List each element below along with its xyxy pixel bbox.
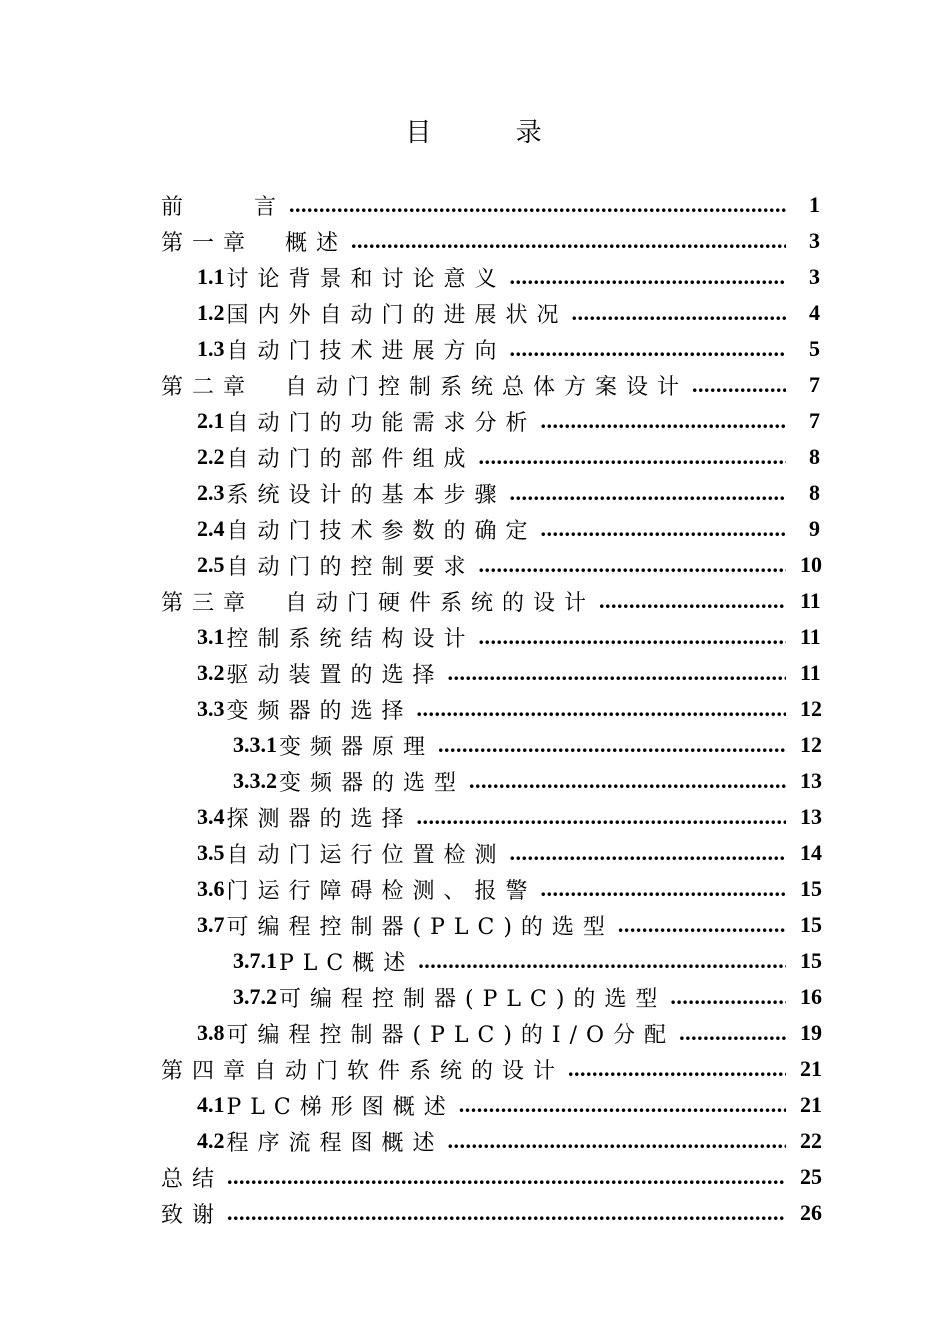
toc-entry[interactable] [0, 223, 950, 259]
toc-entry-title: 第四章自动门软件系统的设计 [161, 1058, 565, 1084]
toc-page-number: 15 [800, 876, 822, 901]
toc-page-number: 7 [809, 372, 820, 397]
toc-dot-leader [438, 734, 786, 756]
toc-entry-number: 2.2 [197, 444, 225, 469]
toc-entry-title: 第一章 概述 [161, 230, 348, 256]
toc-entry-number: 1.1 [197, 264, 225, 289]
toc-entry-title: 可编程控制器(PLC)的I/O分配 [226, 1022, 676, 1048]
toc-entry-number: 1.3 [197, 336, 225, 361]
toc-entry-number: 2.5 [197, 552, 225, 577]
toc-dot-leader [572, 302, 786, 324]
toc-dot-leader [479, 446, 786, 468]
toc-dot-leader [227, 1202, 786, 1224]
toc-dot-leader [479, 626, 786, 648]
toc-page-number: 26 [800, 1200, 822, 1225]
toc-entry[interactable] [0, 979, 950, 1015]
toc-dot-leader [599, 590, 786, 612]
toc-entry-number: 1.2 [197, 300, 225, 325]
toc-dot-leader [289, 194, 786, 216]
toc-entry[interactable] [0, 655, 950, 691]
toc-page-number: 11 [800, 624, 821, 649]
toc-entry[interactable] [0, 367, 950, 403]
toc-dot-leader [417, 806, 786, 828]
toc-entry-title: 驱动装置的选择 [226, 662, 444, 688]
toc-page-number: 8 [809, 444, 820, 469]
toc-entry[interactable] [0, 331, 950, 367]
toc-entry-number: 4.2 [197, 1128, 225, 1153]
toc-dot-leader [541, 518, 786, 540]
toc-entry[interactable] [0, 619, 950, 655]
toc-entry-title: 程序流程图概述 [226, 1130, 444, 1156]
toc-entry-title: 讨论背景和讨论意义 [226, 266, 506, 292]
toc-page-number: 9 [809, 516, 820, 541]
toc-title: 目 录 [405, 118, 580, 148]
toc-entry-title: 变频器的选择 [226, 698, 413, 724]
toc-entry[interactable] [0, 835, 950, 871]
toc-entry[interactable] [0, 511, 950, 547]
toc-entry-number: 3.5 [197, 840, 225, 865]
toc-page-number: 21 [800, 1056, 822, 1081]
toc-entry-number: 3.2 [197, 660, 225, 685]
toc-entry[interactable] [0, 439, 950, 475]
toc-entry-number: 3.3.2 [233, 768, 277, 793]
toc-entry-title: 自动门的功能需求分析 [226, 410, 537, 436]
toc-dot-leader [479, 554, 786, 576]
toc-page-number: 7 [809, 408, 820, 433]
toc-dot-leader [510, 482, 786, 504]
toc-entry[interactable] [0, 259, 950, 295]
toc-entry-title: 自动门的控制要求 [226, 554, 475, 580]
toc-entry-title: 可编程控制器(PLC)的选型 [279, 986, 667, 1012]
toc-entry-title: 自动门技术进展方向 [226, 338, 506, 364]
toc-entry-title: 自动门技术参数的确定 [226, 518, 537, 544]
toc-entry-title: 总结 [161, 1166, 224, 1192]
toc-dot-leader [448, 1130, 786, 1152]
toc-page-number: 13 [800, 804, 822, 829]
toc-entry-number: 2.4 [197, 516, 225, 541]
toc-dot-leader [469, 770, 786, 792]
toc-entry[interactable] [0, 1195, 950, 1231]
toc-page-number: 22 [800, 1128, 822, 1153]
toc-entry[interactable] [0, 1087, 950, 1123]
toc-page-number: 3 [809, 264, 820, 289]
toc-entry-number: 3.3.1 [233, 732, 277, 757]
toc-entry[interactable] [0, 475, 950, 511]
toc-entry[interactable] [0, 943, 950, 979]
toc-entry[interactable] [0, 727, 950, 763]
toc-entry[interactable] [0, 763, 950, 799]
toc-page-number: 15 [800, 912, 822, 937]
toc-page-number: 14 [800, 840, 822, 865]
toc-page-number: 19 [800, 1020, 822, 1045]
toc-page-number: 25 [800, 1164, 822, 1189]
toc-entry[interactable] [0, 907, 950, 943]
toc-dot-leader [541, 410, 786, 432]
toc-entry-title: 第二章 自动门控制系统总体方案设计 [161, 374, 689, 400]
toc-dot-leader [351, 230, 786, 252]
toc-entry[interactable] [0, 1123, 950, 1159]
toc-entry[interactable] [0, 187, 950, 223]
toc-dot-leader [510, 842, 786, 864]
toc-page-number: 10 [800, 552, 822, 577]
toc-entry-number: 3.1 [197, 624, 225, 649]
toc-entry-title: 国内外自动门的进展状况 [226, 302, 568, 328]
toc-entry-number: 4.1 [197, 1092, 225, 1117]
toc-entry-number: 3.7.1 [233, 948, 277, 973]
toc-entry-title: 前 言 [161, 194, 286, 220]
toc-dot-leader [510, 266, 786, 288]
toc-entry-number: 3.7.2 [233, 984, 277, 1009]
toc-entry-number: 2.3 [197, 480, 225, 505]
toc-page-number: 5 [809, 336, 820, 361]
toc-dot-leader [568, 1058, 786, 1080]
toc-dot-leader [510, 338, 786, 360]
toc-entry[interactable] [0, 1051, 950, 1087]
toc-list [0, 187, 950, 1231]
toc-page-number: 3 [809, 228, 820, 253]
toc-entry-number: 3.4 [197, 804, 225, 829]
toc-entry-title: 变频器的选型 [279, 770, 466, 796]
toc-entry[interactable] [0, 1015, 950, 1051]
toc-dot-leader [448, 662, 786, 684]
toc-page-number: 4 [809, 300, 820, 325]
toc-page-number: 13 [800, 768, 822, 793]
toc-entry[interactable] [0, 547, 950, 583]
toc-entry[interactable] [0, 403, 950, 439]
toc-entry[interactable] [0, 691, 950, 727]
toc-dot-leader [618, 914, 786, 936]
toc-page-number: 11 [800, 660, 821, 685]
toc-page-number: 15 [800, 948, 822, 973]
toc-entry[interactable] [0, 871, 950, 907]
toc-entry-title: 致谢 [161, 1202, 224, 1228]
toc-page-number: 1 [809, 192, 820, 217]
toc-entry-title: 系统设计的基本步骤 [226, 482, 506, 508]
toc-entry-title: 门运行障碍检测、报警 [226, 878, 537, 904]
toc-entry-title: 可编程控制器(PLC)的选型 [226, 914, 614, 940]
toc-entry-title: 第三章 自动门硬件系统的设计 [161, 590, 596, 616]
toc-entry-title: PLC梯形图概述 [226, 1094, 455, 1120]
toc-dot-leader [459, 1094, 786, 1116]
toc-entry-title: 自动门的部件组成 [226, 446, 475, 472]
toc-dot-leader [418, 950, 786, 972]
toc-dot-leader [227, 1166, 786, 1188]
toc-entry-number: 2.1 [197, 408, 225, 433]
toc-entry-title: 变频器原理 [279, 734, 435, 760]
toc-page-number: 12 [800, 732, 822, 757]
toc-dot-leader [670, 986, 786, 1008]
toc-dot-leader [692, 374, 786, 396]
toc-dot-leader [417, 698, 786, 720]
toc-entry-number: 3.6 [197, 876, 225, 901]
toc-page-number: 16 [800, 984, 822, 1009]
toc-dot-leader [679, 1022, 786, 1044]
toc-page-number: 11 [800, 588, 821, 613]
toc-entry-number: 3.3 [197, 696, 225, 721]
toc-entry-title: 控制系统结构设计 [226, 626, 475, 652]
toc-entry[interactable] [0, 583, 950, 619]
toc-dot-leader [541, 878, 786, 900]
toc-page-number: 21 [800, 1092, 822, 1117]
toc-entry[interactable] [0, 799, 950, 835]
toc-entry-title: 探测器的选择 [226, 806, 413, 832]
toc-entry[interactable] [0, 295, 950, 331]
toc-page-number: 12 [800, 696, 822, 721]
toc-entry-number: 3.8 [197, 1020, 225, 1045]
toc-entry[interactable] [0, 1159, 950, 1195]
toc-page-number: 8 [809, 480, 820, 505]
toc-entry-title: 自动门运行位置检测 [226, 842, 506, 868]
toc-entry-number: 3.7 [197, 912, 225, 937]
toc-entry-title: PLC概述 [279, 950, 415, 976]
